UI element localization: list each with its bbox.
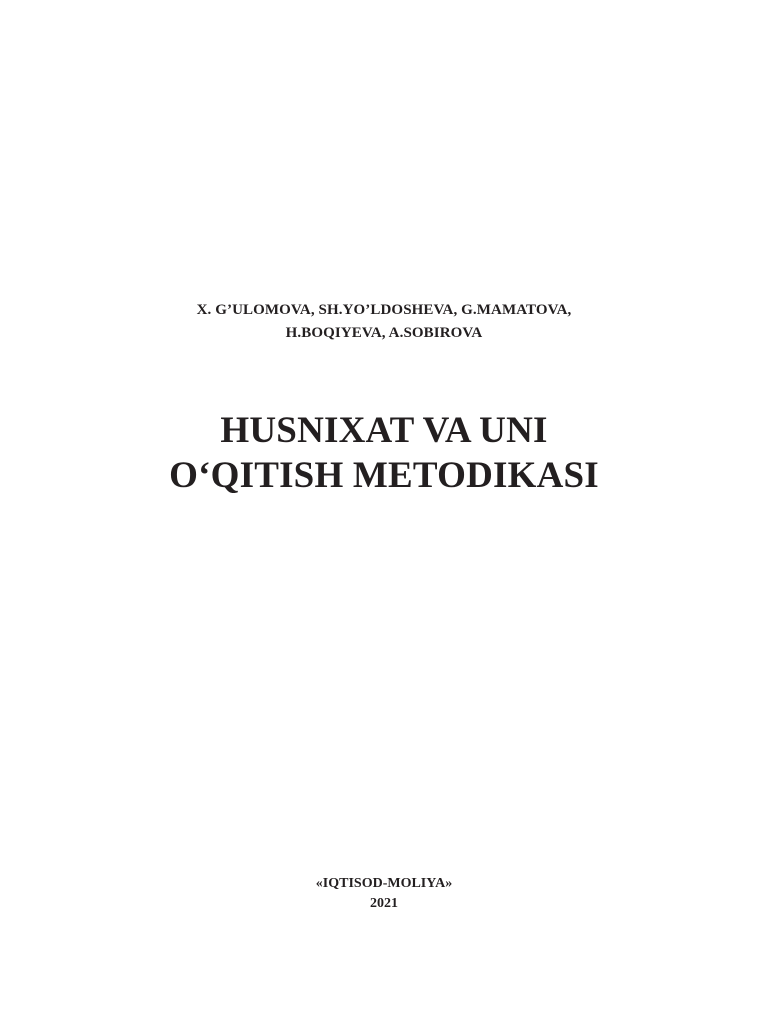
book-title (0, 408, 768, 498)
authors-block (0, 299, 768, 345)
publication-year: 2021 (370, 896, 398, 911)
publisher-block (0, 874, 768, 914)
authors-line-2: H.BOQIYEVA, A.SOBIROVA (285, 325, 483, 341)
book-title-line-2: O‘QITISH METODIKASI (169, 455, 599, 496)
publisher-name: «IQTISOD-MOLIYA» (315, 876, 453, 891)
book-title-line-1: HUSNIXAT VA UNI (220, 410, 548, 451)
authors-line-1: X. G’ULOMOVA, SH.YO’LDOSHEVA, G.MAMATOVA, (196, 302, 572, 318)
